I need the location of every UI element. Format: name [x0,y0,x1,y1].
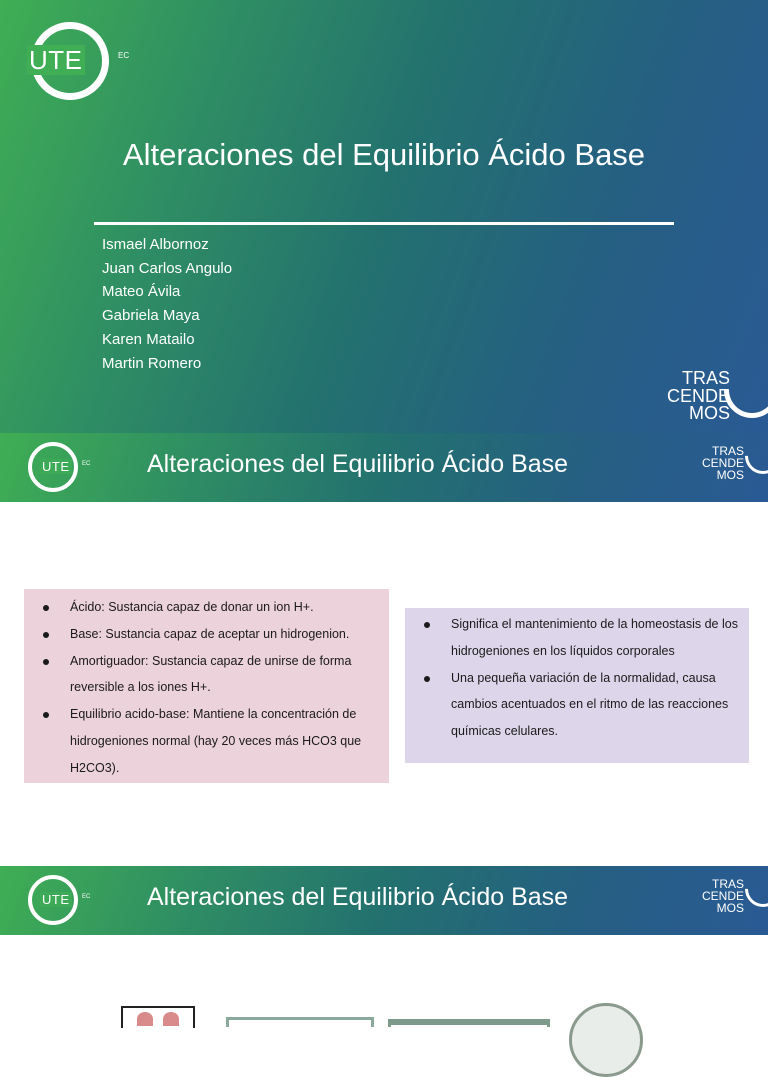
author-name: Gabriela Maya [102,307,200,325]
logo-text: UTE [42,892,70,907]
author-list [102,233,232,375]
homeostasis-box [405,608,749,763]
brand-line: MOS [716,468,744,482]
author-name: Karen Matailo [102,330,195,348]
slide-title: Alteraciones del Equilibrio Ácido Base [147,450,569,478]
diagram-box [226,1017,374,1027]
definitions-box [24,589,389,783]
list-item [38,701,381,781]
brand-line: CENDE [666,385,730,406]
list-item [38,621,381,648]
list-item-text: Base: Sustancia capaz de aceptar un hidrogenion. [70,626,350,641]
bullet-icon [424,676,430,682]
brand-line: CENDE [701,456,744,470]
circle-illustration [569,1003,643,1077]
list-item-text: Amortiguador: Sustancia capaz de unirse de forma reversible a los iones H+. [70,653,352,695]
brand-wordmark [690,878,744,914]
logo-suffix: EC [118,51,130,60]
list-item [38,594,381,621]
author-name: Juan Carlos Angulo [102,259,233,277]
slide-title: Alteraciones del Equilibrio Ácido Base [147,883,569,911]
brand-line: TRAS [711,444,744,458]
slide-header [0,866,768,935]
list-item-text: Una pequeña variación de la normalidad, causa cambios acentuados en el ritmo de las reacciones químicas celulares. [451,670,729,739]
bullet-icon [43,605,49,611]
ute-logo [28,442,98,494]
author-name: Mateo Ávila [102,283,181,301]
kidney-illustration [121,1006,195,1028]
brand-line: MOS [716,901,744,915]
title-divider [94,222,674,225]
brand-line: TRAS [681,368,730,388]
diagram-box [388,1019,550,1027]
ute-logo [31,22,141,102]
brand-line: MOS [688,403,730,423]
bullet-icon [43,632,49,638]
bullet-icon [43,659,49,665]
author-name: Ismael Albornoz [102,236,209,253]
ute-logo [28,875,98,927]
list-item [419,665,741,745]
bullet-icon [43,712,49,718]
brand-line: CENDE [701,889,744,903]
homeostasis-list [419,611,741,745]
slide-header [0,433,768,502]
logo-suffix: EC [82,461,91,467]
list-item [419,611,741,665]
bullet-icon [424,622,430,628]
logo-text: UTE [29,45,83,75]
list-item-text: Ácido: Sustancia capaz de donar un ion H+. [70,600,314,614]
presentation-title: Alteraciones del Equilibrio Ácido Base [122,137,646,172]
logo-suffix: EC [82,894,91,900]
author-name: Martin Romero [102,354,202,372]
logo-text: UTE [42,459,70,474]
title-slide [0,0,768,433]
brand-wordmark [650,370,730,423]
list-item-text: Significa el mantenimiento de la homeostasis de los hidrogeniones en los líquidos corporales [451,617,738,658]
brand-wordmark [690,445,744,481]
brand-line: TRAS [711,877,744,891]
list-item-text: Equilibrio acido-base: Mantiene la concentración de hidrogeniones normal (hay 20 veces más HCO3 que H2CO3). [70,707,362,775]
definitions-list [38,594,381,782]
list-item [38,648,381,702]
